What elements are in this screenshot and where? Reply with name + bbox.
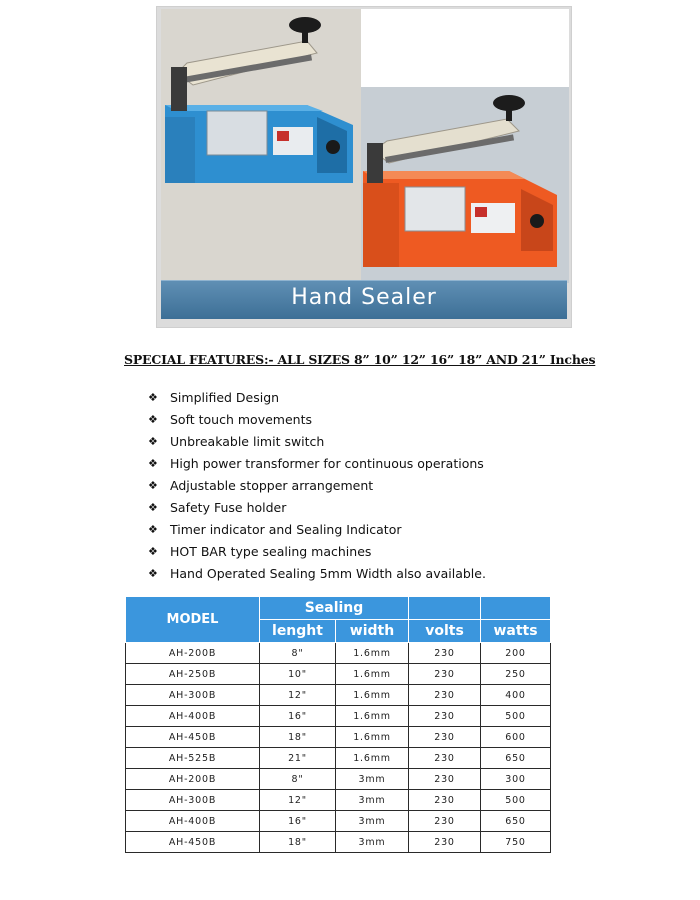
table-row [126,727,551,748]
cell-volts: 230 [409,685,481,706]
diamond-bullet-icon: ❖ [148,478,158,492]
cell-volts: 230 [409,748,481,769]
diamond-bullet-icon: ❖ [148,412,158,426]
cell-width: 3mm [336,769,409,790]
cell-model: AH-250B [126,664,260,685]
cell-volts: 230 [409,769,481,790]
feature-text: Safety Fuse holder [170,499,287,515]
cell-model: AH-300B [126,685,260,706]
table-row [126,643,551,664]
cell-watts: 650 [481,748,551,769]
cell-lenght: 12" [260,685,336,706]
feature-item [148,386,486,408]
table-row [126,706,551,727]
feature-text: Soft touch movements [170,411,312,427]
cell-watts: 200 [481,643,551,664]
feature-item [148,408,486,430]
table-row [126,748,551,769]
feature-text: Simplified Design [170,389,280,405]
cell-lenght: 16" [260,706,336,727]
cell-lenght: 16" [260,811,336,832]
cell-model: AH-400B [126,706,260,727]
cell-volts: 230 [409,664,481,685]
header-blank-watts [481,597,551,620]
cell-volts: 230 [409,832,481,853]
cell-model: AH-200B [126,769,260,790]
feature-item [148,452,486,474]
diamond-bullet-icon: ❖ [148,522,158,536]
header-blank-volts [409,597,481,620]
cell-width: 1.6mm [336,706,409,727]
feature-item [148,474,486,496]
cell-volts: 230 [409,706,481,727]
feature-item [148,562,486,584]
cell-width: 3mm [336,811,409,832]
product-image [156,6,572,328]
cell-lenght: 21" [260,748,336,769]
banner-title: Hand Sealer [291,285,437,310]
cell-volts: 230 [409,643,481,664]
banner [161,280,567,319]
header-model: MODEL [126,597,260,643]
header-width: width [336,620,409,643]
cell-watts: 300 [481,769,551,790]
cell-lenght: 8" [260,643,336,664]
feature-text: Timer indicator and Sealing Indicator [170,521,402,537]
cell-watts: 250 [481,664,551,685]
feature-list [148,386,486,584]
cell-lenght: 18" [260,832,336,853]
diamond-bullet-icon: ❖ [148,390,158,404]
feature-item [148,540,486,562]
feature-text: High power transformer for continuous operations [170,455,484,471]
header-sealing: Sealing [260,597,409,620]
feature-text: HOT BAR type sealing machines [170,543,372,559]
cell-width: 1.6mm [336,643,409,664]
cell-width: 3mm [336,790,409,811]
feature-item [148,518,486,540]
cell-watts: 400 [481,685,551,706]
table-row [126,769,551,790]
features-heading: SPECIAL FEATURES:- ALL SIZES 8” 10” 12” 16” 18” AND 21” Inches [124,352,596,367]
cell-lenght: 10" [260,664,336,685]
cell-width: 3mm [336,832,409,853]
header-lenght: lenght [260,620,336,643]
feature-text: Hand Operated Sealing 5mm Width also available. [170,565,486,581]
diamond-bullet-icon: ❖ [148,566,158,580]
table-row [126,811,551,832]
cell-watts: 500 [481,790,551,811]
cell-watts: 650 [481,811,551,832]
cell-watts: 750 [481,832,551,853]
cell-model: AH-525B [126,748,260,769]
cell-lenght: 8" [260,769,336,790]
cell-model: AH-300B [126,790,260,811]
diamond-bullet-icon: ❖ [148,544,158,558]
diamond-bullet-icon: ❖ [148,500,158,514]
table-row [126,790,551,811]
diamond-bullet-icon: ❖ [148,434,158,448]
cell-width: 1.6mm [336,727,409,748]
cell-watts: 600 [481,727,551,748]
table-row [126,832,551,853]
header-watts: watts [481,620,551,643]
cell-width: 1.6mm [336,748,409,769]
cell-lenght: 18" [260,727,336,748]
feature-item [148,430,486,452]
cell-width: 1.6mm [336,664,409,685]
diamond-bullet-icon: ❖ [148,456,158,470]
cell-watts: 500 [481,706,551,727]
table-row [126,664,551,685]
cell-volts: 230 [409,811,481,832]
cell-volts: 230 [409,790,481,811]
cell-model: AH-450B [126,832,260,853]
table-header-row [126,597,551,620]
cell-width: 1.6mm [336,685,409,706]
cell-volts: 230 [409,727,481,748]
feature-text: Adjustable stopper arrangement [170,477,374,493]
cell-model: AH-400B [126,811,260,832]
header-volts: volts [409,620,481,643]
cell-lenght: 12" [260,790,336,811]
cell-model: AH-200B [126,643,260,664]
cell-model: AH-450B [126,727,260,748]
table-row [126,685,551,706]
feature-text: Unbreakable limit switch [170,433,325,449]
spec-table [125,596,551,853]
feature-item [148,496,486,518]
spec-table-body [126,643,551,853]
